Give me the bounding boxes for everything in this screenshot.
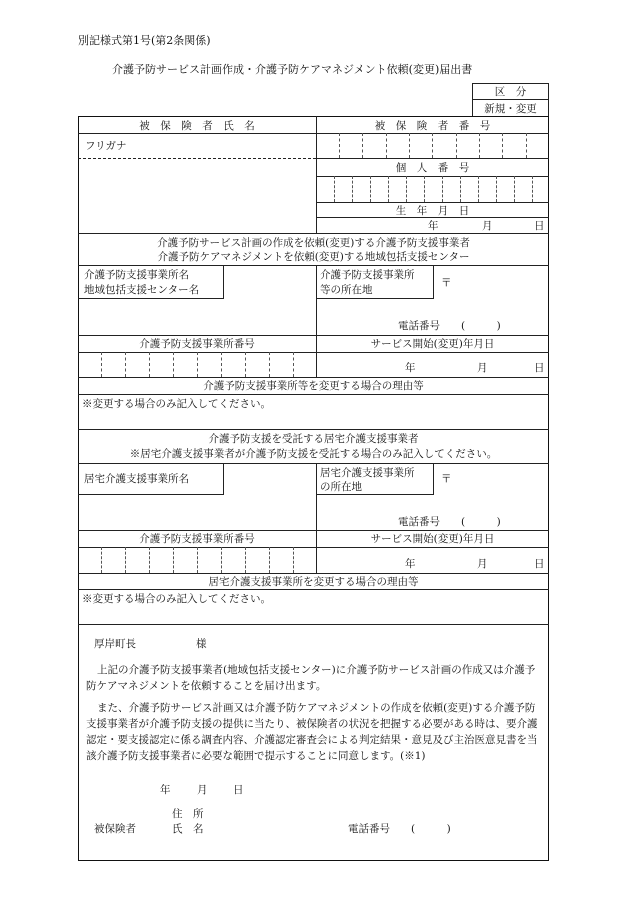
birth-year-unit: 年 bbox=[428, 220, 439, 232]
s1-office-name-label-1: 介護予防支援事業所名 bbox=[84, 269, 189, 281]
declaration-phone[interactable]: 電話番号 ( ) bbox=[348, 823, 451, 835]
s1-office-name-label-2: 地域包括支援センター名 bbox=[84, 284, 200, 296]
birth-date-label: 生 年 月 日 bbox=[395, 205, 470, 217]
s1-service-start-field[interactable] bbox=[316, 352, 549, 377]
s2-day-unit: 日 bbox=[534, 558, 545, 570]
declaration-paragraph-1: 上記の介護予防支援事業者(地域包括支援センター)に介護予防サービス計画の作成又は介護予防ケアマネジメントを依頼することを届け出ます。 bbox=[86, 664, 536, 692]
s1-office-name-field[interactable] bbox=[82, 300, 312, 334]
s1-phone[interactable]: 電話番号 ( ) bbox=[398, 320, 501, 332]
s2-service-start-field[interactable] bbox=[316, 547, 549, 573]
s2-year-unit: 年 bbox=[405, 558, 416, 570]
s1-reason-field[interactable] bbox=[82, 412, 546, 426]
s2-office-number-label: 介護予防支援事業所番号 bbox=[139, 533, 255, 545]
form-title: 介護予防サービス計画作成・介護予防ケアマネジメント依頼(変更)届出書 bbox=[112, 63, 473, 76]
honorific: 様 bbox=[196, 638, 207, 650]
birth-day-unit: 日 bbox=[534, 220, 545, 232]
personal-number-label: 個 人 番 号 bbox=[395, 162, 470, 174]
s2-postal-mark: 〒 bbox=[441, 473, 452, 485]
s2-reason-field[interactable] bbox=[82, 607, 546, 621]
kubun-value[interactable]: 新規・変更 bbox=[484, 103, 537, 115]
insured-name-field[interactable] bbox=[82, 162, 312, 232]
s2-reason-note: ※変更する場合のみ記入してください。 bbox=[82, 593, 271, 605]
section2-heading2: ※居宅介護支援事業者が介護予防支援を受託する場合のみ記入してください。 bbox=[129, 448, 498, 460]
birth-month-unit: 月 bbox=[482, 220, 493, 232]
s2-office-name-label: 居宅介護支援事業所名 bbox=[84, 473, 189, 485]
decl-month-unit: 月 bbox=[197, 784, 208, 796]
s1-service-start-label: サービス開始(変更)年月日 bbox=[370, 338, 495, 350]
insured-name-header: 被 保 険 者 氏 名 bbox=[139, 120, 255, 132]
insured-label: 被保険者 bbox=[94, 823, 136, 835]
addressee: 厚岸町長 bbox=[94, 638, 136, 650]
s1-address-label-1: 介護予防支援事業所 bbox=[320, 269, 415, 281]
s1-office-number-label: 介護予防支援事業所番号 bbox=[139, 338, 255, 350]
s2-service-start-label: サービス開始(変更)年月日 bbox=[370, 533, 495, 545]
form-reference: 別記様式第1号(第2条関係) bbox=[78, 34, 211, 47]
s2-address-label-1: 居宅介護支援事業所 bbox=[320, 467, 415, 479]
insured-name-label: 氏 名 bbox=[172, 823, 204, 835]
s2-phone[interactable]: 電話番号 ( ) bbox=[398, 516, 501, 528]
s1-postal-mark: 〒 bbox=[441, 277, 452, 289]
furigana-label: フリガナ bbox=[85, 140, 127, 152]
insured-address-field[interactable] bbox=[215, 805, 535, 821]
section1-heading1: 介護予防サービス計画の作成を依頼(変更)する介護予防支援事業者 bbox=[157, 237, 470, 249]
s1-address-field[interactable] bbox=[452, 268, 546, 318]
declaration-paragraph-2: また、介護予防サービス計画又は介護予防ケアマネジメントの作成を依頼(変更)する介護予防支援事業者が介護予防支援の提供に当たり、被保険者の状況を把握する必要がある時は、要介護認定・要支援認定に係る調査内容、介護認定審査会による判定結果・意見及び主治医意見書を当該介護予防支援事業者に必要な範囲で提示することに同意します。(※1) bbox=[86, 702, 538, 762]
kubun-label: 区 分 bbox=[494, 86, 527, 98]
s1-address-label-2: 等の所在地 bbox=[320, 284, 373, 296]
s2-address-label-2: の所在地 bbox=[320, 481, 362, 493]
s2-reason-heading: 居宅介護支援事業所を変更する場合の理由等 bbox=[208, 576, 419, 588]
s1-year-unit: 年 bbox=[405, 362, 416, 374]
s2-office-name-field[interactable] bbox=[82, 497, 312, 529]
s1-month-unit: 月 bbox=[477, 362, 488, 374]
decl-day-unit: 日 bbox=[233, 784, 244, 796]
section1-heading2: 介護予防ケアマネジメントを依頼(変更)する地域包括支援センター bbox=[157, 251, 470, 263]
s1-reason-heading: 介護予防支援事業所等を変更する場合の理由等 bbox=[203, 380, 424, 392]
decl-year-unit: 年 bbox=[160, 784, 171, 796]
s1-reason-note: ※変更する場合のみ記入してください。 bbox=[82, 398, 271, 410]
s2-address-field[interactable] bbox=[452, 466, 546, 514]
s1-day-unit: 日 bbox=[534, 362, 545, 374]
s2-month-unit: 月 bbox=[477, 558, 488, 570]
insured-number-header: 被 保 険 者 番 号 bbox=[374, 120, 491, 132]
section2-heading1: 介護予防支援を受託する居宅介護支援事業者 bbox=[208, 433, 419, 445]
insured-signature-field[interactable] bbox=[215, 820, 335, 836]
insured-address-label: 住 所 bbox=[172, 808, 204, 820]
